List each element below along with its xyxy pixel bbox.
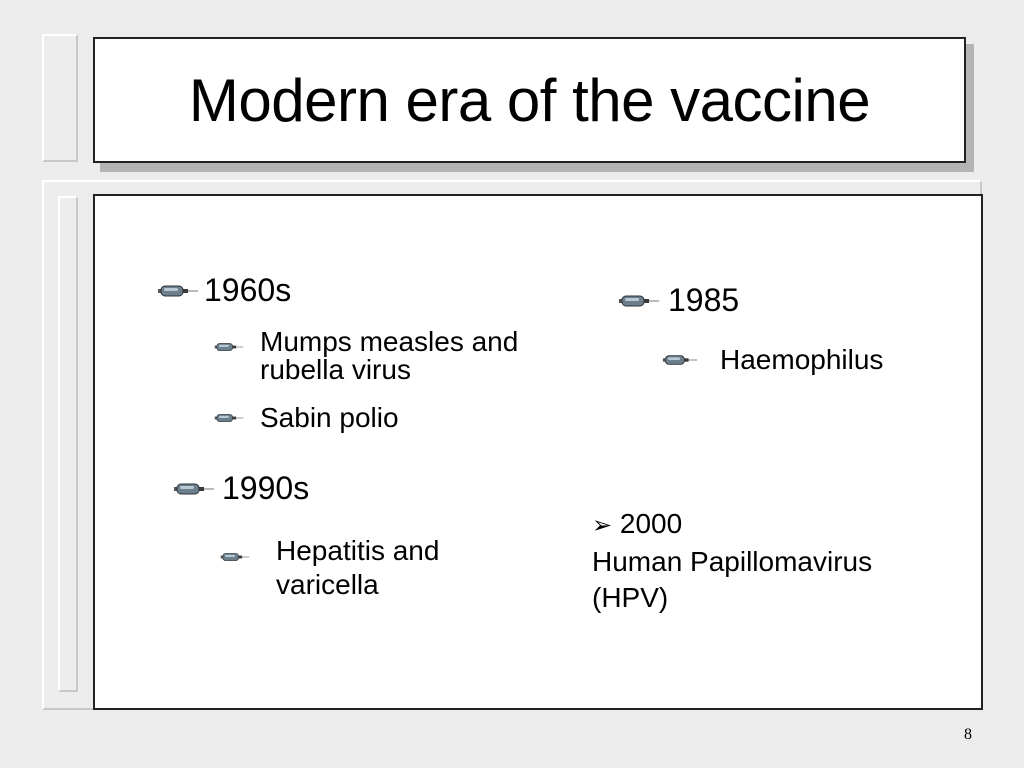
syringe-icon	[220, 552, 250, 562]
era-label: 1960s	[204, 272, 292, 308]
title-box	[93, 37, 966, 163]
arrow-bullet-icon: ➢	[592, 512, 613, 539]
body-decor-bar	[58, 196, 78, 692]
page-number: 8	[964, 726, 972, 743]
syringe-icon	[158, 284, 198, 298]
vaccine-item: Hepatitis and varicella	[276, 535, 440, 600]
syringe-icon	[214, 342, 244, 352]
vaccine-item: Haemophilus	[720, 344, 884, 375]
syringe-icon	[214, 413, 244, 423]
era-label: 1985	[668, 282, 740, 318]
era-label: 1990s	[222, 470, 310, 506]
bullet-1985	[618, 282, 739, 319]
block-2000	[592, 506, 872, 616]
syringe-icon	[618, 294, 660, 308]
slide-title: Modern era of the vaccine	[188, 66, 871, 134]
vaccine-item: Mumps measles and rubella virus	[260, 326, 519, 385]
title-decor-frame	[42, 34, 78, 162]
subbullet-polio	[214, 404, 399, 432]
syringe-icon	[662, 354, 698, 366]
vaccine-item: Sabin polio	[260, 402, 399, 433]
subbullet-mmr	[214, 328, 530, 384]
syringe-icon	[174, 482, 214, 496]
bullet-1960s	[158, 272, 291, 309]
subbullet-hepatitis	[220, 534, 496, 602]
vaccine-item-abbrev: (HPV)	[592, 582, 669, 613]
bullet-1990s	[174, 470, 309, 507]
subbullet-haemophilus	[662, 346, 883, 374]
vaccine-item: Human Papillomavirus	[592, 546, 873, 577]
era-label: 2000	[619, 508, 683, 539]
